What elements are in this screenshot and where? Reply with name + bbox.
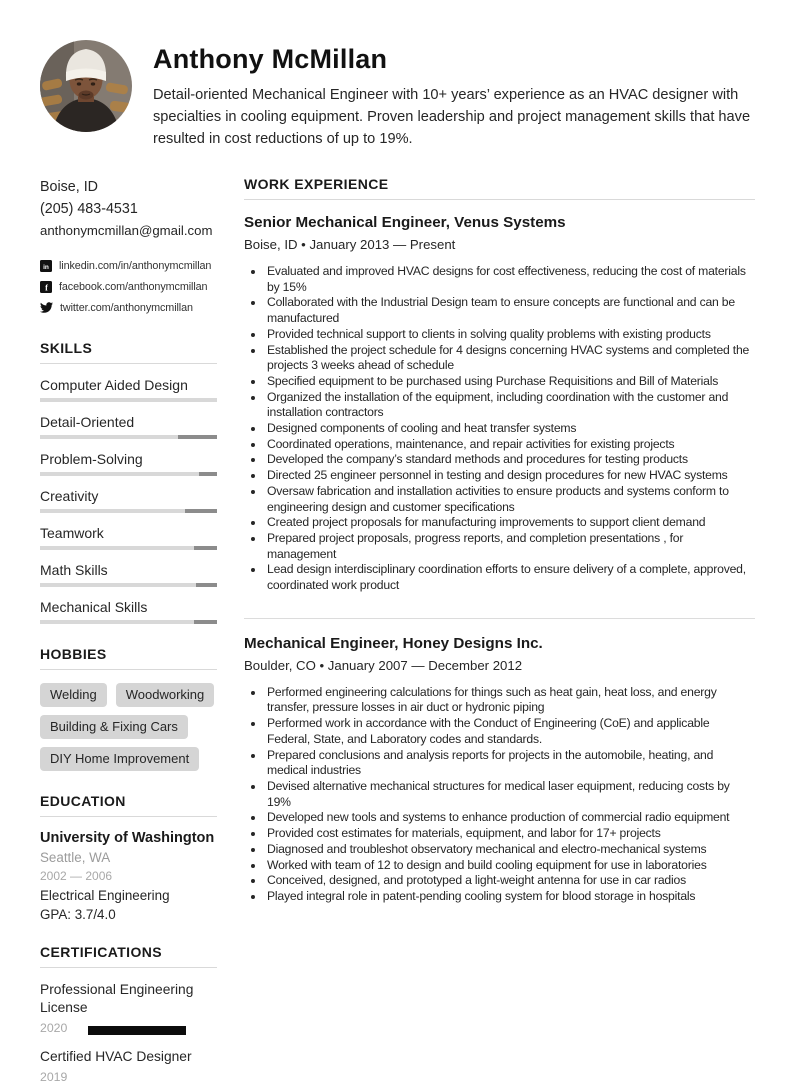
education-dates: 2002 — 2006: [40, 869, 113, 883]
skill-label: Math Skills: [40, 562, 108, 578]
job-bullet: • Evaluated and improved HVAC designs for cost effectiveness, reducing the cost of materials by 15%: [265, 264, 755, 295]
education-gpa: GPA: 3.7/4.0: [40, 907, 116, 922]
skill-level-bar: [40, 398, 217, 402]
social-row-twitter[interactable]: [40, 297, 217, 318]
skill-level-bar: [40, 583, 217, 587]
skill-level-bar: [40, 435, 217, 439]
contact-block: [40, 176, 217, 242]
education-degree: Electrical Engineering: [40, 888, 170, 903]
job-entry-1: [244, 214, 755, 594]
linkedin-icon: [40, 260, 52, 272]
certification-year: 2019: [40, 1069, 68, 1084]
job-bullet: • Coordinated operations, maintenance, and repair activities for existing projects: [265, 437, 755, 453]
certification-year: 2020: [40, 1020, 68, 1035]
social-row-facebook[interactable]: [40, 276, 217, 297]
skill-item: [40, 562, 217, 587]
education-school: University of Washington: [40, 830, 215, 846]
job-bullet: • Provided technical support to clients in solving quality problems with existing products: [265, 327, 755, 343]
skill-level-bar: [40, 620, 217, 624]
hobbies-tags: [40, 683, 217, 771]
job-entry-2: [244, 635, 755, 905]
social-row-linkedin[interactable]: [40, 255, 217, 276]
job-bullet: • Developed the company’s standard methods and procedures for testing products: [265, 452, 755, 468]
job-bullet: • Oversaw fabrication and installation activities to ensure products and systems conform to engineering design and customer specifications: [265, 484, 755, 515]
contact-location: Boise, ID: [40, 179, 99, 195]
contact-email[interactable]: anthonymcmillan@gmail.com: [40, 223, 213, 238]
linkedin-url[interactable]: linkedin.com/in/anthonymcmillan: [59, 259, 212, 272]
job-title: Mechanical Engineer, Honey Designs Inc.: [244, 634, 543, 652]
twitter-icon: [40, 301, 53, 314]
certifications-heading: CERTIFICATIONS: [40, 944, 163, 960]
job-bullet: • Conceived, designed, and prototyped a light-weight antenna for use in car radios: [265, 873, 755, 889]
skill-label: Creativity: [40, 488, 99, 504]
job-bullet: • Worked with team of 12 to design and build cooling equipment for use in laboratories: [265, 858, 755, 874]
summary-text: Detail-oriented Mechanical Engineer with 10+ years’ experience as an HVAC designer with specialties in cooling equipment. Proven leadership and project management skills that have resulted in cost reductions of up to 19%.: [153, 87, 751, 147]
job-bullet: • Developed new tools and systems to enhance production of commercial radio equipment: [265, 810, 755, 826]
skill-label: Computer Aided Design: [40, 377, 188, 393]
skill-label: Mechanical Skills: [40, 599, 148, 615]
job-bullet: • Established the project schedule for 4 designs concerning HVAC systems and completed the projects 3 weeks ahead of schedule: [265, 343, 755, 374]
hobby-tag: Welding: [40, 683, 107, 707]
skill-item: [40, 599, 217, 624]
job-bullet: • Prepared project proposals, progress reports, and completion presentations , for management: [265, 531, 755, 562]
skill-level-bar: [40, 546, 217, 550]
certification-name: Professional Engineering License: [40, 982, 194, 1015]
hobbies-heading: HOBBIES: [40, 646, 107, 662]
skill-item: [40, 525, 217, 550]
divider: [40, 816, 217, 817]
job-bullet: • Performed engineering calculations for things such as heat gain, heat loss, and energy transfer, pressure losses in air duct or hydronic piping: [265, 685, 755, 716]
next-page-edge-mark: [88, 1026, 186, 1035]
job-bullet: • Devised alternative mechanical structures for medical laser equipment, reducing costs by 19%: [265, 779, 755, 810]
job-bullet: • Organized the installation of the equipment, including coordination with the customer and installation contractors: [265, 390, 755, 421]
job-bullet: • Created project proposals for manufacturing improvements to support client demand: [265, 515, 755, 531]
skill-item: [40, 377, 217, 402]
skill-label: Problem-Solving: [40, 451, 143, 467]
job-section-divider: [244, 618, 755, 619]
skill-item: [40, 488, 217, 513]
skill-item: [40, 451, 217, 476]
education-entry: [40, 830, 217, 922]
skill-label: Teamwork: [40, 525, 104, 541]
facebook-url[interactable]: facebook.com/anthonymcmillan: [59, 280, 208, 293]
certification-entry: [40, 1048, 217, 1084]
job-title: Senior Mechanical Engineer, Venus Systems: [244, 214, 566, 231]
education-location: Seattle, WA: [40, 850, 111, 865]
education-heading: EDUCATION: [40, 793, 126, 809]
hobby-tag: DIY Home Improvement: [40, 747, 199, 771]
social-links: [40, 255, 217, 318]
avatar: [40, 40, 132, 132]
job-bullet: • Designed components of cooling and heat transfer systems: [265, 421, 755, 437]
svg-text:f: f: [45, 282, 48, 292]
job-bullet: • Played integral role in patent-pending cooling system for blood storage in hospitals: [265, 889, 755, 905]
job-bullet: • Specified equipment to be purchased using Purchase Requisitions and Bill of Materials: [265, 374, 755, 390]
certification-name: Certified HVAC Designer: [40, 1048, 192, 1064]
divider: [40, 669, 217, 670]
resume-header: [40, 40, 755, 150]
hobby-tag: Building & Fixing Cars: [40, 715, 188, 739]
job-bullet: • Diagnosed and troubleshot observatory mechanical and electro-mechanical systems: [265, 842, 755, 858]
header-text: [153, 40, 755, 150]
sidebar: [40, 176, 217, 1084]
job-bullet: • Lead design interdisciplinary coordination efforts to ensure delivery of a complete, approved, coordinated work product: [265, 562, 755, 593]
divider: [40, 967, 217, 968]
page-title: Anthony McMillan: [153, 44, 388, 74]
hobby-tag: Woodworking: [116, 683, 215, 707]
content-columns: [40, 176, 755, 1084]
skill-label: Detail-Oriented: [40, 414, 135, 430]
avatar-photo-illustration: [40, 40, 132, 132]
skill-item: [40, 414, 217, 439]
job-bullet: • Directed 25 engineer personnel in testing and design procedures for new HVAC systems: [265, 468, 755, 484]
skills-heading: SKILLS: [40, 340, 93, 356]
work-experience-heading: WORK EXPERIENCE: [244, 176, 389, 192]
contact-phone: (205) 483-4531: [40, 201, 138, 217]
job-meta: Boulder, CO • January 2007 — December 2012: [244, 657, 523, 673]
divider: [40, 363, 217, 364]
job-bullet: • Prepared conclusions and analysis reports for projects in the automobile, heating, and medical industries: [265, 748, 755, 779]
divider: [244, 199, 755, 200]
facebook-icon: [40, 281, 52, 293]
svg-text:in: in: [43, 263, 49, 271]
job-bullet-list: [244, 264, 755, 594]
skill-level-bar: [40, 472, 217, 476]
skill-level-bar: [40, 509, 217, 513]
work-experience-section: [244, 176, 755, 1084]
job-bullet: • Provided cost estimates for materials, equipment, and labor for 17+ projects: [265, 826, 755, 842]
job-bullet: • Performed work in accordance with the Conduct of Engineering (CoE) and applicable Federal, State, and Laboratory codes and standards.: [265, 716, 755, 747]
twitter-url[interactable]: twitter.com/anthonymcmillan: [60, 301, 193, 314]
job-bullet: • Collaborated with the Industrial Design team to ensure concepts are functional and can be manufactured: [265, 295, 755, 326]
job-meta: Boise, ID • January 2013 — Present: [244, 237, 456, 252]
skills-list: [40, 377, 217, 624]
job-bullet-list: [244, 685, 755, 905]
